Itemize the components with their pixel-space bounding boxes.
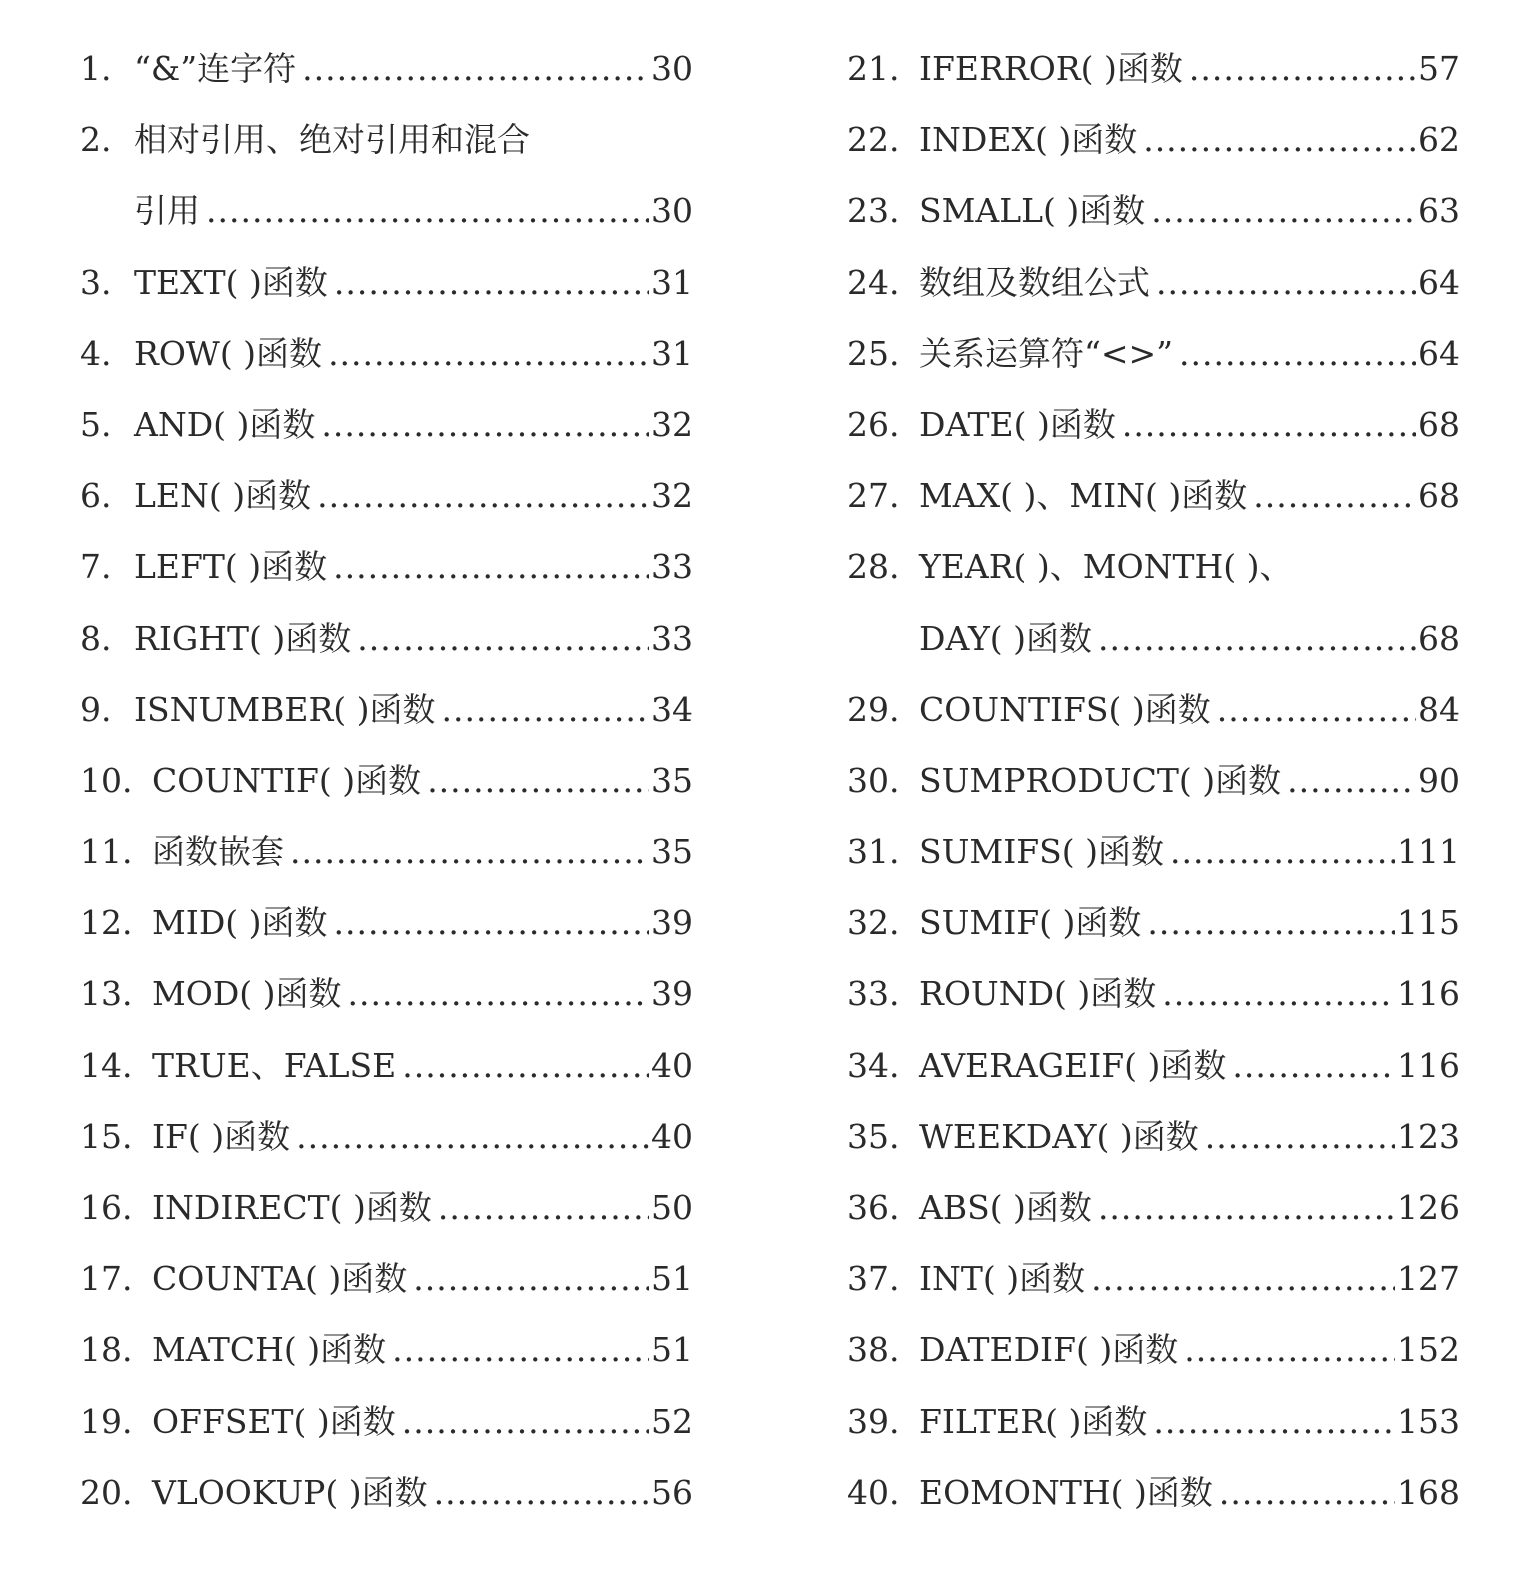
dot-leader [1253,460,1416,531]
toc-entry-number: 3. [80,262,112,302]
toc-entry-title: YEAR( )、MONTH( )、 [919,547,1293,587]
toc-entry-title: SUMIF( )函数 [919,903,1142,943]
dot-leader [1217,674,1416,745]
dot-leader [1156,247,1416,318]
toc-entry-number: 14. [80,1045,133,1085]
toc-entry-body [152,1030,693,1101]
dot-leader [1098,603,1416,674]
toc-entry-body [134,674,693,745]
toc-entry [80,745,693,816]
toc-entry-body [919,247,1460,318]
toc-entry [847,1386,1460,1457]
toc-entry-title: MAX( )、MIN( )函数 [919,476,1248,516]
toc-entry-page-number: 84 [1418,689,1460,729]
toc-entry [80,1314,693,1385]
toc-entry-page-number: 30 [651,191,693,231]
dot-leader [1219,1457,1395,1528]
toc-entry-body [919,175,1460,246]
toc-entry [847,104,1460,175]
dot-leader [1098,1172,1395,1243]
toc-entry-number: 22. [847,120,900,160]
toc-entry [80,33,693,104]
dot-leader [1162,958,1395,1029]
toc-entry-title: EOMONTH( )函数 [919,1472,1213,1512]
toc-entry [80,460,693,531]
toc-entry-number: 35. [847,1116,900,1156]
dot-leader [348,958,649,1029]
toc-entry-title: ISNUMBER( )函数 [134,689,436,729]
dot-leader [1122,389,1416,460]
toc-entry-number: 33. [847,974,900,1014]
dot-leader [317,460,649,531]
toc-entry-title: MATCH( )函数 [152,1330,387,1370]
dot-leader [1205,1101,1395,1172]
toc-entry-page-number: 39 [651,903,693,943]
dot-leader [1232,1030,1395,1101]
toc-entry-page-number: 116 [1397,1045,1460,1085]
toc-entry-page-number: 57 [1418,49,1460,88]
toc-entry-number: 12. [80,903,133,943]
toc-entry-body [919,531,1460,602]
toc-entry-title: “&”连字符 [134,49,297,88]
dot-leader [1184,1314,1395,1385]
toc-entry-body [919,1030,1460,1101]
dot-leader [438,1172,649,1243]
toc-entry-title: OFFSET( )函数 [152,1401,396,1441]
toc-entry-number: 10. [80,760,133,800]
toc-entry-body [919,318,1460,389]
toc-entry-body [134,33,693,104]
toc-entry-body [152,1101,693,1172]
toc-entry-title: INDIRECT( )函数 [152,1188,432,1227]
toc-entry-title: LEFT( )函数 [134,547,328,587]
toc-entry [80,175,693,246]
toc-entry-number: 32. [847,903,900,943]
toc-entry-page-number: 40 [651,1045,693,1085]
toc-entry [847,816,1460,887]
toc-entry-title: 数组及数组公式 [919,262,1150,302]
toc-entry-page-number: 64 [1418,333,1460,373]
toc-entry-body [919,33,1460,104]
toc-entry-title: INT( )函数 [919,1259,1086,1299]
toc-entry-body [134,460,693,531]
toc-entry-number: 19. [80,1401,133,1441]
toc-entry-number: 29. [847,689,900,729]
toc-entry-body [919,460,1460,531]
toc-entry [80,1243,693,1314]
toc-entry-title: DATEDIF( )函数 [919,1330,1179,1370]
toc-entry-page-number: 32 [651,476,693,516]
toc-entry [80,1457,693,1528]
toc-entry [80,318,693,389]
toc-entry-title: INDEX( )函数 [919,120,1138,160]
toc-entry-title: AND( )函数 [134,404,316,444]
toc-entry-body [134,318,693,389]
toc-entry [847,1243,1460,1314]
toc-entry-title: TRUE、FALSE [152,1045,397,1085]
toc-entry-number: 2. [80,120,112,160]
toc-entry-page-number: 51 [651,1259,693,1299]
toc-entry-title: 相对引用、绝对引用和混合 [134,120,530,160]
toc-entry [847,1101,1460,1172]
toc-entry-title: DAY( )函数 [919,618,1092,658]
toc-entry [80,816,693,887]
dot-leader [1091,1243,1395,1314]
toc-entry [80,531,693,602]
toc-entry [80,958,693,1029]
toc-entry [847,745,1460,816]
toc-entry-body [919,674,1460,745]
toc-entry-number: 38. [847,1330,900,1370]
toc-entry-title: MID( )函数 [152,903,328,943]
toc-entry-page-number: 68 [1418,476,1460,516]
toc-entry-number: 15. [80,1116,133,1156]
toc-entry-page-number: 115 [1397,903,1460,943]
toc-entry-body [919,887,1460,958]
toc-entry-page-number: 90 [1418,760,1460,800]
toc-entry [847,958,1460,1029]
toc-entry-number: 11. [80,832,133,872]
dot-leader [290,816,649,887]
toc-entry-body [152,1243,693,1314]
toc-entry [847,603,1460,674]
toc-entry-number: 23. [847,191,900,231]
toc-entry-page-number: 56 [651,1472,693,1512]
toc-entry-page-number: 168 [1397,1472,1460,1512]
toc-entry-title: WEEKDAY( )函数 [919,1116,1199,1156]
toc-entry-title: ROUND( )函数 [919,974,1157,1014]
toc-entry-title: IFERROR( )函数 [919,49,1183,88]
toc-entry-body [134,389,693,460]
dot-leader [357,603,649,674]
toc-entry [80,1030,693,1101]
toc-entry-number: 21. [847,49,900,88]
toc-entry-page-number: 123 [1397,1116,1460,1156]
toc-entry-page-number: 126 [1397,1188,1460,1227]
toc-entry-page-number: 62 [1418,120,1460,160]
toc-entry-title: SUMIFS( )函数 [919,832,1164,872]
toc-entry-number: 28. [847,547,900,587]
dot-leader [434,1457,649,1528]
toc-entry-body [134,531,693,602]
toc-entry-body [152,745,693,816]
toc-entry [80,1172,693,1243]
dot-leader [1179,318,1416,389]
dot-leader [206,175,649,246]
toc-entry-title: COUNTA( )函数 [152,1259,408,1299]
toc-entry-body [919,816,1460,887]
toc-entry-title: AVERAGEIF( )函数 [919,1045,1227,1085]
dot-leader [296,1101,649,1172]
toc-entry-body [152,1457,693,1528]
toc-entry-page-number: 33 [651,618,693,658]
toc-entry-number: 31. [847,832,900,872]
toc-entry-page-number: 31 [651,262,693,302]
toc-entry [80,603,693,674]
toc-entry-page-number: 35 [651,832,693,872]
toc-entry-body [919,745,1460,816]
toc-entry-body [919,389,1460,460]
toc-entry-number: 9. [80,689,112,729]
toc-entry [80,104,693,175]
toc-entry [847,33,1460,104]
toc-entry [847,318,1460,389]
toc-entry-number: 37. [847,1259,900,1299]
dot-leader [1147,887,1395,958]
toc-entry-body [919,1172,1460,1243]
toc-entry-page-number: 116 [1397,974,1460,1014]
dot-leader [333,531,649,602]
dot-leader [1170,816,1395,887]
dot-leader [427,745,649,816]
toc-entry-page-number: 153 [1397,1401,1460,1441]
toc-entry-title: COUNTIFS( )函数 [919,689,1211,729]
dot-leader [1151,175,1416,246]
toc-entry [847,460,1460,531]
toc-entry-page-number: 64 [1418,262,1460,302]
toc-entry-body [134,603,693,674]
toc-entry-body [134,247,693,318]
toc-entry-title: LEN( )函数 [134,476,312,516]
dot-leader [1287,745,1416,816]
dot-leader [321,389,649,460]
toc-entry [847,247,1460,318]
toc-entry-page-number: 35 [651,760,693,800]
toc-entry-number: 30. [847,760,900,800]
toc-right-column [847,33,1460,1528]
toc-entry-number: 20. [80,1472,133,1512]
toc-entry [847,1030,1460,1101]
toc-entry-body [134,104,693,175]
toc-entry-page-number: 51 [651,1330,693,1370]
toc-left-column [80,33,693,1528]
dot-leader [402,1030,649,1101]
toc-entry-page-number: 39 [651,974,693,1014]
dot-leader [1189,33,1416,104]
toc-entry-title: 函数嵌套 [152,832,284,872]
toc-entry-number: 18. [80,1330,133,1370]
toc-entry-number: 8. [80,618,112,658]
toc-entry-body [152,1314,693,1385]
toc-entry-title: IF( )函数 [152,1116,291,1156]
toc-entry-body [919,958,1460,1029]
dot-leader [1143,104,1416,175]
dot-leader [334,887,649,958]
toc-entry-body [152,1172,693,1243]
toc-entry-page-number: 34 [651,689,693,729]
toc-entry-title: MOD( )函数 [152,974,342,1014]
toc-entry [847,389,1460,460]
toc-entry-number: 26. [847,404,900,444]
toc-entry-page-number: 68 [1418,618,1460,658]
toc-entry [80,1386,693,1457]
toc-entry-page-number: 33 [651,547,693,587]
toc-entry [847,887,1460,958]
toc-entry-title: FILTER( )函数 [919,1401,1148,1441]
toc-entry-number: 13. [80,974,133,1014]
toc-entry-number: 16. [80,1188,133,1227]
toc-entry [847,1314,1460,1385]
toc-entry-body [919,104,1460,175]
toc-entry-page-number: 52 [651,1401,693,1441]
toc-entry-body [919,1457,1460,1528]
toc-entry-title: ABS( )函数 [919,1188,1092,1227]
dot-leader [413,1243,649,1314]
toc-entry-title: ROW( )函数 [134,333,323,373]
toc-entry-page-number: 63 [1418,191,1460,231]
toc-entry-number: 24. [847,262,900,302]
toc-entry-page-number: 50 [651,1188,693,1227]
toc-entry [847,531,1460,602]
toc-entry-number: 25. [847,333,900,373]
toc-entry [847,1457,1460,1528]
toc-entry-page-number: 127 [1397,1259,1460,1299]
dot-leader [334,247,649,318]
toc-entry-number: 1. [80,49,112,88]
toc-entry-body [152,1386,693,1457]
toc-entry-body [919,603,1460,674]
toc-entry-body [919,1243,1460,1314]
toc-entry [847,1172,1460,1243]
toc-entry-body [919,1314,1460,1385]
toc-entry [847,674,1460,745]
toc-entry-number: 27. [847,476,900,516]
dot-leader [402,1386,649,1457]
dot-leader [328,318,649,389]
toc-entry-page-number: 32 [651,404,693,444]
toc-entry-number: 6. [80,476,112,516]
toc-entry-body [152,887,693,958]
toc-entry-page-number: 152 [1397,1330,1460,1370]
toc-entry-page-number: 30 [651,49,693,88]
toc-entry-title: DATE( )函数 [919,404,1116,444]
toc-entry-number: 7. [80,547,112,587]
toc-entry-title: VLOOKUP( )函数 [152,1472,428,1512]
toc-entry [80,674,693,745]
toc-entry-title: 引用 [134,191,200,231]
toc-entry-number: 40. [847,1472,900,1512]
toc-entry-title: TEXT( )函数 [134,262,328,302]
toc-entry [80,887,693,958]
dot-leader [302,33,649,104]
toc-entry-title: COUNTIF( )函数 [152,760,422,800]
toc-entry-number: 5. [80,404,112,444]
toc-entry-page-number: 31 [651,333,693,373]
dot-leader [1153,1386,1395,1457]
toc-entry [847,175,1460,246]
toc-entry [80,247,693,318]
dot-leader [442,674,649,745]
toc-entry-number: 34. [847,1045,900,1085]
toc-entry-number: 4. [80,333,112,373]
toc-entry-title: SUMPRODUCT( )函数 [919,760,1282,800]
toc-entry-title: 关系运算符“<>” [919,333,1174,373]
dot-leader [392,1314,649,1385]
toc-entry-body [152,816,693,887]
toc-entry-page-number: 111 [1397,832,1460,872]
toc-entry-title: RIGHT( )函数 [134,618,352,658]
toc-entry-page-number: 40 [651,1116,693,1156]
toc-entry-number: 39. [847,1401,900,1441]
toc-entry-body [134,175,693,246]
toc-entry-page-number: 68 [1418,404,1460,444]
toc-entry-title: SMALL( )函数 [919,191,1146,231]
toc-entry-number: 36. [847,1188,900,1227]
toc-entry-body [152,958,693,1029]
toc-entry-number: 17. [80,1259,133,1299]
toc-entry [80,389,693,460]
toc-entry-body [919,1101,1460,1172]
toc-entry-body [919,1386,1460,1457]
toc-entry [80,1101,693,1172]
